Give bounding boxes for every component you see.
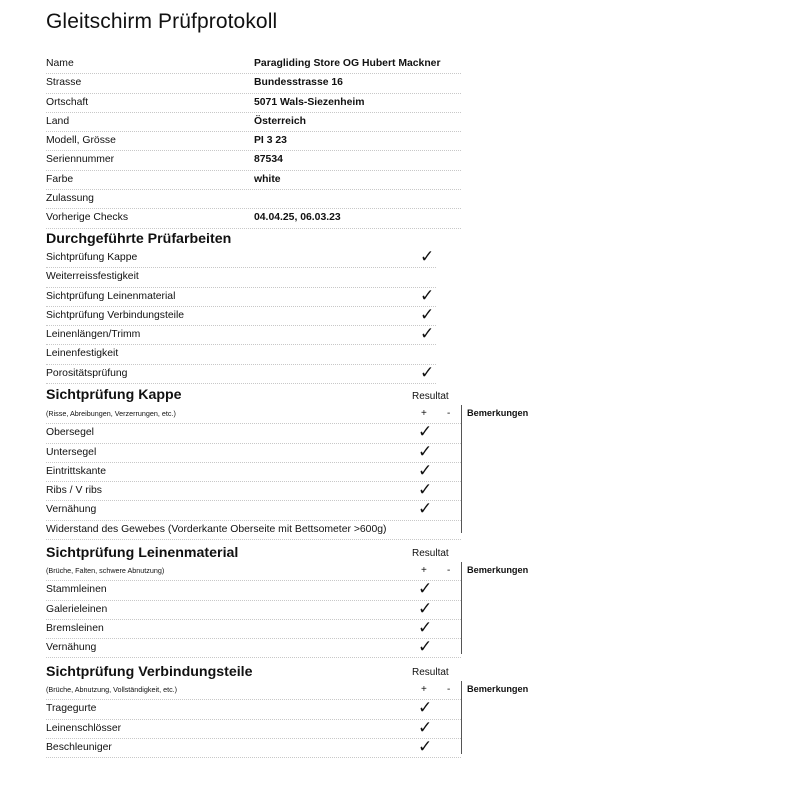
column-divider (461, 562, 462, 654)
checklist-label: Eintrittskante (46, 465, 107, 477)
checklist-label: Porositätsprüfung (46, 367, 128, 379)
info-row (46, 113, 461, 132)
checkmark-icon: ✓ (418, 422, 433, 442)
checklist-label: Obersegel (46, 427, 94, 439)
info-value: white (254, 173, 281, 185)
checkmark-icon: ✓ (418, 698, 433, 718)
info-row (46, 94, 461, 113)
section-heading-verbindung: Sichtprüfung Verbindungsteile (46, 664, 253, 680)
section-heading-pruefarbeiten: Durchgeführte Prüfarbeiten (46, 231, 232, 247)
checklist-row (46, 581, 461, 600)
checklist-row (46, 285, 436, 307)
checklist-row (46, 362, 436, 384)
info-row (46, 74, 461, 93)
checkmark-icon: ✓ (420, 324, 435, 344)
plus-label: + (421, 565, 427, 576)
checkmark-icon: ✓ (420, 285, 435, 305)
checklist-label: Sichtprüfung Leinenmaterial (46, 290, 176, 302)
checkmark-icon: ✓ (418, 717, 433, 737)
checklist-row (46, 460, 461, 482)
info-row (46, 151, 461, 170)
info-label: Ortschaft (46, 96, 89, 108)
plus-label: + (421, 684, 427, 695)
checkmark-icon: ✓ (418, 441, 433, 461)
resultat-label: Resultat (412, 391, 449, 402)
section-heading-kappe: Sichtprüfung Kappe (46, 387, 182, 403)
info-label: Vorherige Checks (46, 212, 129, 224)
info-label: Seriennummer (46, 154, 115, 166)
checkmark-icon: ✓ (418, 499, 433, 519)
bemerkungen-label: Bemerkungen (467, 565, 529, 575)
info-label: Modell, Grösse (46, 135, 116, 147)
subtitle-row (46, 405, 461, 424)
info-label: Strasse (46, 77, 82, 89)
bemerkungen-label: Bemerkungen (467, 684, 529, 694)
checklist-row (46, 304, 436, 326)
pruefarbeiten-list (46, 249, 436, 384)
checklist-row (46, 521, 461, 540)
minus-label: - (447, 408, 451, 419)
checklist-label: Galerieleinen (46, 603, 108, 615)
info-section (46, 55, 461, 229)
checklist-row (46, 717, 461, 739)
checklist-label: Leinenfestigkeit (46, 348, 119, 360)
checkmark-icon: ✓ (418, 637, 433, 657)
checklist-label: Ribs / V ribs (46, 485, 103, 497)
resultat-label: Resultat (412, 667, 449, 678)
info-value: Österreich (254, 115, 306, 127)
info-row (46, 190, 461, 209)
minus-label: - (447, 684, 451, 695)
checklist-label: Widerstand des Gewebes (Vorderkante Oberseite mit Bettsometer >600g) (46, 523, 387, 535)
checkmark-icon: ✓ (418, 598, 433, 618)
verbindung-items (46, 700, 461, 758)
checklist-label: Sichtprüfung Kappe (46, 252, 138, 263)
page-title: Gleitschirm Prüfprotokoll (46, 10, 278, 33)
checkmark-icon: ✓ (420, 362, 435, 382)
checklist-row (46, 424, 461, 443)
checklist-label: Bremsleinen (46, 622, 104, 634)
bemerkungen-label: Bemerkungen (467, 408, 529, 418)
column-divider (461, 681, 462, 754)
minus-label: - (447, 565, 451, 576)
kappe-subtitle: (Risse, Abreibungen, Verzerrungen, etc.) (46, 409, 176, 418)
checkmark-icon: ✓ (418, 480, 433, 500)
checklist-label: Sichtprüfung Verbindungsteile (46, 309, 185, 321)
checklist-row (46, 345, 436, 364)
info-value: Bundesstrasse 16 (254, 77, 343, 89)
info-row (46, 209, 461, 228)
checklist-row (46, 700, 461, 719)
checklist-row (46, 639, 461, 658)
checklist-row (46, 268, 436, 287)
info-label: Land (46, 115, 70, 127)
info-value: Paragliding Store OG Hubert Mackner (254, 58, 441, 69)
checklist-label: Stammleinen (46, 584, 107, 596)
info-value: 5071 Wals-Siezenheim (254, 96, 365, 108)
info-label: Name (46, 58, 74, 69)
checklist-label: Beschleuniger (46, 741, 112, 753)
checkmark-icon: ✓ (418, 579, 433, 599)
leinen-table (46, 562, 461, 658)
info-label: Zulassung (46, 193, 94, 205)
info-value: 04.04.25, 06.03.23 (254, 212, 341, 224)
info-label: Farbe (46, 173, 74, 185)
section-heading-leinen: Sichtprüfung Leinenmaterial (46, 545, 239, 561)
checklist-label: Weiterreissfestigkeit (46, 271, 139, 283)
verbindung-table (46, 681, 461, 758)
leinen-items (46, 581, 461, 658)
checklist-row (46, 249, 436, 268)
kappe-items (46, 424, 461, 540)
checkmark-icon: ✓ (420, 304, 435, 324)
subtitle-row (46, 562, 461, 581)
kappe-table (46, 405, 461, 540)
info-value: 87534 (254, 154, 283, 166)
resultat-label: Resultat (412, 548, 449, 559)
checklist-label: Untersegel (46, 446, 97, 458)
subtitle-row (46, 681, 461, 700)
checklist-row (46, 736, 461, 758)
info-value: PI 3 23 (254, 135, 287, 147)
info-row (46, 55, 461, 74)
checklist-row (46, 617, 461, 639)
info-row (46, 171, 461, 190)
checklist-row (46, 501, 461, 520)
leinen-subtitle: (Brüche, Falten, schwere Abnutzung) (46, 566, 165, 575)
column-divider (461, 405, 462, 533)
checklist-label: Leinenlängen/Trimm (46, 329, 141, 341)
checklist-label: Vernähung (46, 504, 97, 516)
checkmark-icon: ✓ (418, 736, 433, 756)
checklist-row (46, 598, 461, 620)
checklist-label: Tragegurte (46, 703, 97, 715)
checklist-row (46, 441, 461, 463)
info-row (46, 132, 461, 151)
checkmark-icon: ✓ (420, 247, 435, 266)
checklist-row (46, 326, 436, 345)
checklist-label: Vernähung (46, 642, 97, 654)
plus-label: + (421, 408, 427, 419)
checklist-row (46, 482, 461, 501)
verbindung-subtitle: (Brüche, Abnutzung, Vollständigkeit, etc.) (46, 685, 178, 694)
checkmark-icon: ✓ (418, 460, 433, 480)
checklist-label: Leinenschlösser (46, 722, 122, 734)
checkmark-icon: ✓ (418, 617, 433, 637)
